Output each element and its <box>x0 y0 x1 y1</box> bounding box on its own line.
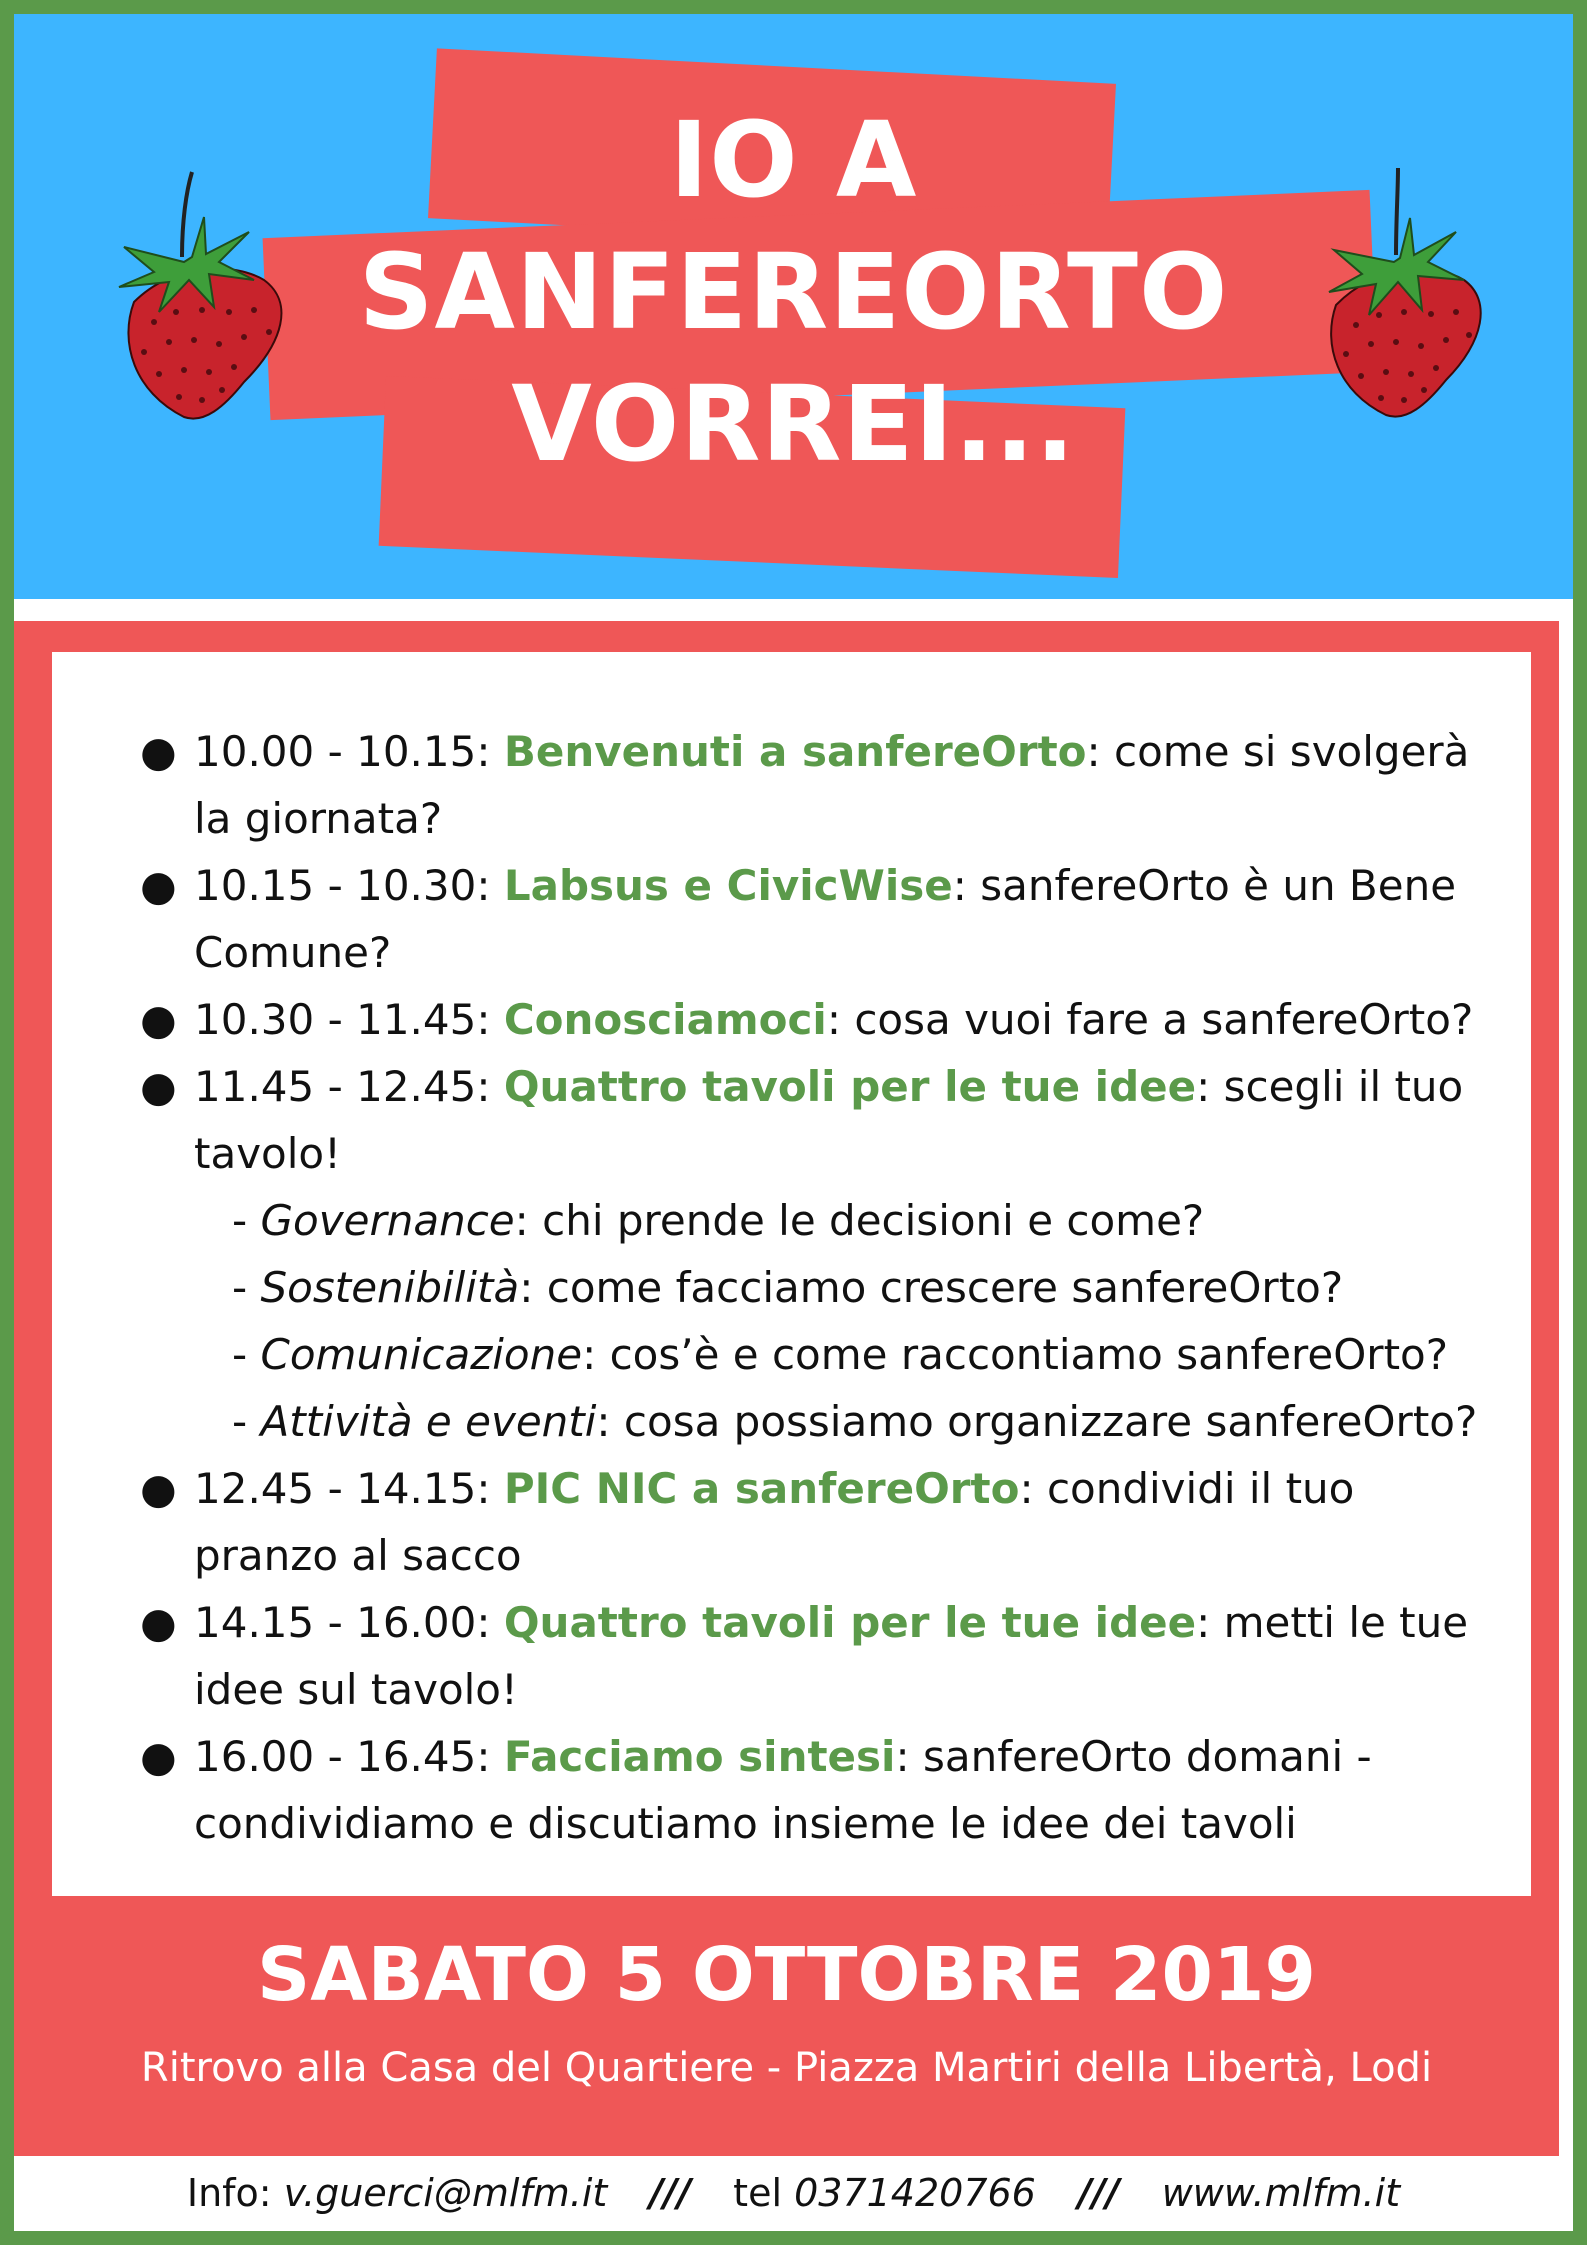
bullet-icon: ● <box>140 1598 177 1647</box>
agenda-title: Conosciamoci <box>503 995 827 1044</box>
agenda-item <box>140 1455 1510 1589</box>
agenda-time: 14.15 - 16.00: <box>194 1598 504 1647</box>
bullet-icon: ● <box>140 1464 177 1513</box>
website-link[interactable]: www.mlfm.it <box>1161 2171 1401 2215</box>
agenda-time: 16.00 - 16.45: <box>194 1732 504 1781</box>
info-label: Info: <box>186 2171 284 2215</box>
phone-number[interactable]: 0371420766 <box>794 2171 1036 2215</box>
agenda-title: Labsus e CivicWise <box>503 861 953 910</box>
table-name: Sostenibilità <box>260 1263 520 1312</box>
event-venue: Ritrovo alla Casa del Quartiere - Piazza Martiri della Libertà, Lodi <box>140 2045 1433 2091</box>
email-link[interactable]: v.guerci@mlfm.it <box>283 2171 608 2215</box>
agenda-time: 10.15 - 10.30: <box>194 861 504 910</box>
agenda-time: 12.45 - 14.15: <box>194 1464 504 1513</box>
agenda-item <box>140 1589 1510 1723</box>
agenda-time: 11.45 - 12.45: <box>194 1062 504 1111</box>
separator: /// <box>649 2171 692 2215</box>
table-text: : come facciamo crescere sanfereOrto? <box>519 1263 1344 1312</box>
table-text: : cos’è e come raccontiamo sanfereOrto? <box>582 1330 1449 1379</box>
agenda-text: : scegli il tuo tavolo! <box>194 1062 1464 1178</box>
title-line-1: IO A <box>669 99 918 221</box>
bullet-icon: ● <box>140 1062 177 1111</box>
bullet-icon: ● <box>140 727 177 776</box>
agenda-text: : cosa vuoi fare a sanfereOrto? <box>826 995 1474 1044</box>
separator: /// <box>1077 2171 1120 2215</box>
table-item-attivita: - Attività e eventi: cosa possiamo organizzare sanfereOrto? <box>232 1397 1478 1446</box>
bullet-icon: ● <box>140 995 177 1044</box>
header-banner <box>14 14 1573 599</box>
table-name: Governance <box>260 1196 515 1245</box>
strawberry-icon <box>1314 160 1492 420</box>
table-text: : cosa possiamo organizzare sanfereOrto? <box>596 1397 1478 1446</box>
table-item-comunicazione: - Comunicazione: cos’è e come raccontiamo sanfereOrto? <box>232 1330 1449 1379</box>
agenda-panel <box>14 621 1559 2156</box>
agenda-title: Benvenuti a sanfereOrto <box>503 727 1087 776</box>
agenda-title: Quattro tavoli per le tue idee <box>503 1062 1197 1111</box>
table-item-sostenibilita: - Sostenibilità: come facciamo crescere sanfereOrto? <box>232 1263 1344 1312</box>
agenda-item <box>140 1723 1510 1857</box>
agenda-title: PIC NIC a sanfereOrto <box>503 1464 1020 1513</box>
table-text: : chi prende le decisioni e come? <box>514 1196 1205 1245</box>
event-date: SABATO 5 OTTOBRE 2019 <box>256 1932 1317 2018</box>
footer-contact <box>14 2156 1573 2231</box>
table-name: Comunicazione <box>260 1330 583 1379</box>
agenda-title: Facciamo sintesi <box>503 1732 896 1781</box>
agenda-item <box>140 1053 1510 1187</box>
agenda-time: 10.00 - 10.15: <box>194 727 504 776</box>
bullet-icon: ● <box>140 1732 177 1781</box>
agenda-item <box>140 986 1510 1053</box>
agenda-text: : sanfereOrto è un Bene Comune? <box>194 861 1457 977</box>
agenda-card <box>52 652 1531 1896</box>
agenda-text: : condividi il tuo pranzo al sacco <box>194 1464 1355 1580</box>
table-name: Attività e eventi <box>260 1397 597 1446</box>
agenda-text: : metti le tue idee sul tavolo! <box>194 1598 1469 1714</box>
title-line-2: SANFEREORTO <box>358 231 1229 353</box>
strawberry-icon <box>114 162 292 422</box>
agenda-time: 10.30 - 11.45: <box>194 995 504 1044</box>
table-item-governance: - Governance: chi prende le decisioni e come? <box>232 1196 1205 1245</box>
agenda-list <box>140 718 1510 1857</box>
agenda-text: : come si svolgerà la giornata? <box>194 727 1470 843</box>
bullet-icon: ● <box>140 861 177 910</box>
agenda-title: Quattro tavoli per le tue idee <box>503 1598 1197 1647</box>
agenda-text: : sanfereOrto domani - condividiamo e discutiamo insieme le idee dei tavoli <box>194 1732 1372 1848</box>
title-line-3: VORREI... <box>511 363 1076 485</box>
tel-label: tel <box>733 2171 795 2215</box>
agenda-item <box>140 718 1510 852</box>
agenda-item <box>140 852 1510 986</box>
